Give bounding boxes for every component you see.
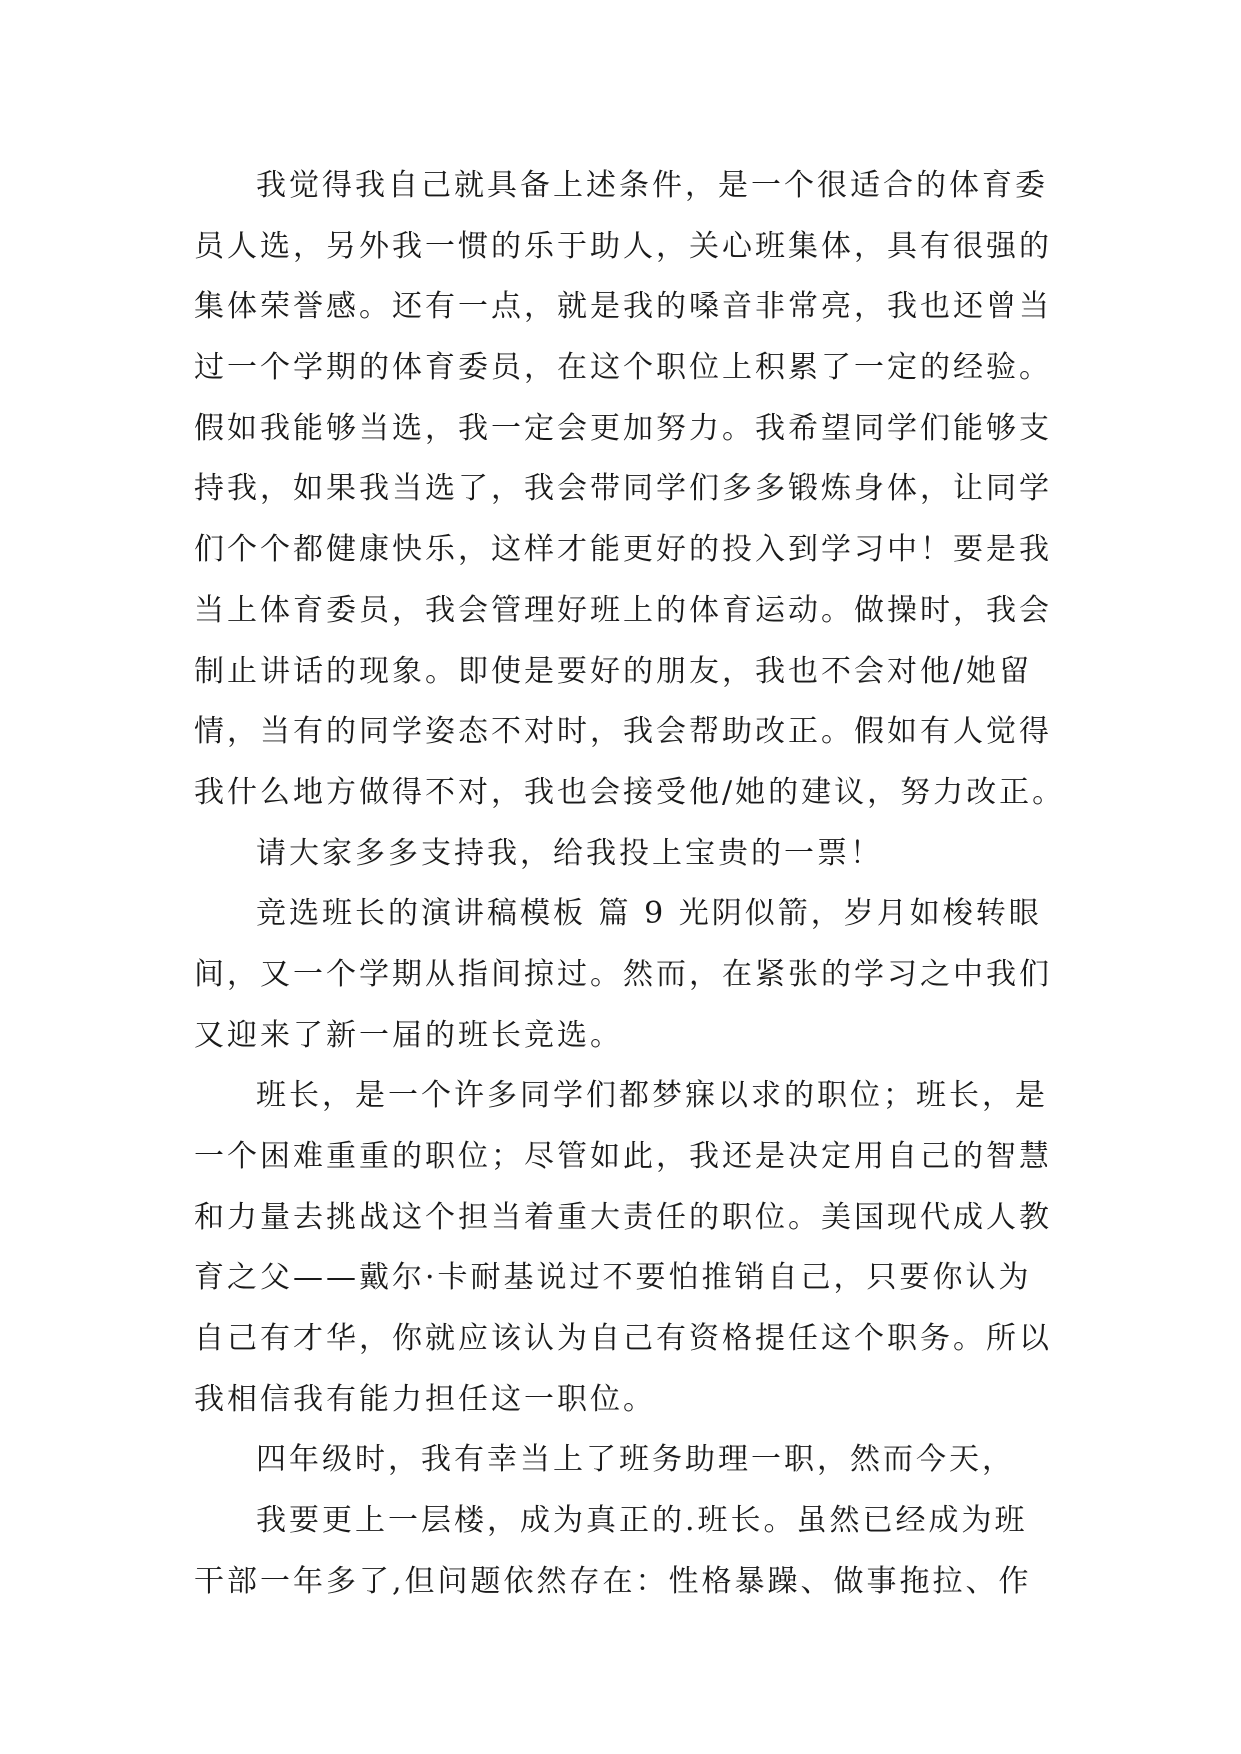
text-line: 班长，是一个许多同学们都梦寐以求的职位；班长，是 (256, 1078, 1048, 1114)
text-line: 假如我能够当选，我一定会更加努力。我希望同学们能够支 (194, 410, 1052, 446)
text-line: 当上体育委员，我会管理好班上的体育运动。做操时，我会 (194, 592, 1052, 628)
text-line: 间，又一个学期从指间掠过。然而，在紧张的学习之中我们 (194, 956, 1052, 992)
text-line: 育之父——戴尔·卡耐基说过不要怕推销自己，只要你认为 (194, 1260, 1032, 1296)
text-line: 四年级时，我有幸当上了班务助理一职，然而今天， (256, 1442, 1015, 1478)
text-line: 请大家多多支持我，给我投上宝贵的一票！ (256, 835, 883, 871)
text-line: 制止讲话的现象。即使是要好的朋友，我也不会对他/她留 (194, 653, 1033, 689)
text-line: 又迎来了新一届的班长竞选。 (194, 1017, 623, 1053)
text-line: 竞选班长的演讲稿模板 篇 9 光阴似箭，岁月如梭转眼 (256, 896, 1042, 932)
text-line: 我相信我有能力担任这一职位。 (194, 1381, 656, 1417)
text-line: 自己有才华，你就应该认为自己有资格提任这个职务。所以 (194, 1321, 1052, 1357)
text-line: 干部一年多了,但问题依然存在：性格暴躁、做事拖拉、作 (194, 1563, 1032, 1599)
text-line: 情，当有的同学姿态不对时，我会帮助改正。假如有人觉得 (194, 714, 1052, 750)
text-line: 员人选，另外我一惯的乐于助人，关心班集体，具有很强的 (194, 228, 1052, 264)
text-line: 们个个都健康快乐，这样才能更好的投入到学习中！要是我 (194, 532, 1052, 568)
body-text (194, 156, 1074, 1613)
text-line: 我觉得我自己就具备上述条件，是一个很适合的体育委 (256, 168, 1048, 203)
text-line: 持我，如果我当选了，我会带同学们多多锻炼身体，让同学 (194, 471, 1052, 507)
text-line: 集体荣誉感。还有一点，就是我的嗓音非常亮，我也还曾当 (194, 289, 1052, 325)
text-line: 和力量去挑战这个担当着重大责任的职位。美国现代成人教 (194, 1199, 1052, 1235)
text-line: 我什么地方做得不对，我也会接受他/她的建议，努力改正。 (194, 774, 1066, 810)
text-line: 一个困难重重的职位；尽管如此，我还是决定用自己的智慧 (194, 1139, 1052, 1174)
text-line: 我要更上一层楼，成为真正的.班长。虽然已经成为班 (256, 1503, 1028, 1539)
text-line: 过一个学期的体育委员，在这个职位上积累了一定的经验。 (194, 350, 1052, 386)
